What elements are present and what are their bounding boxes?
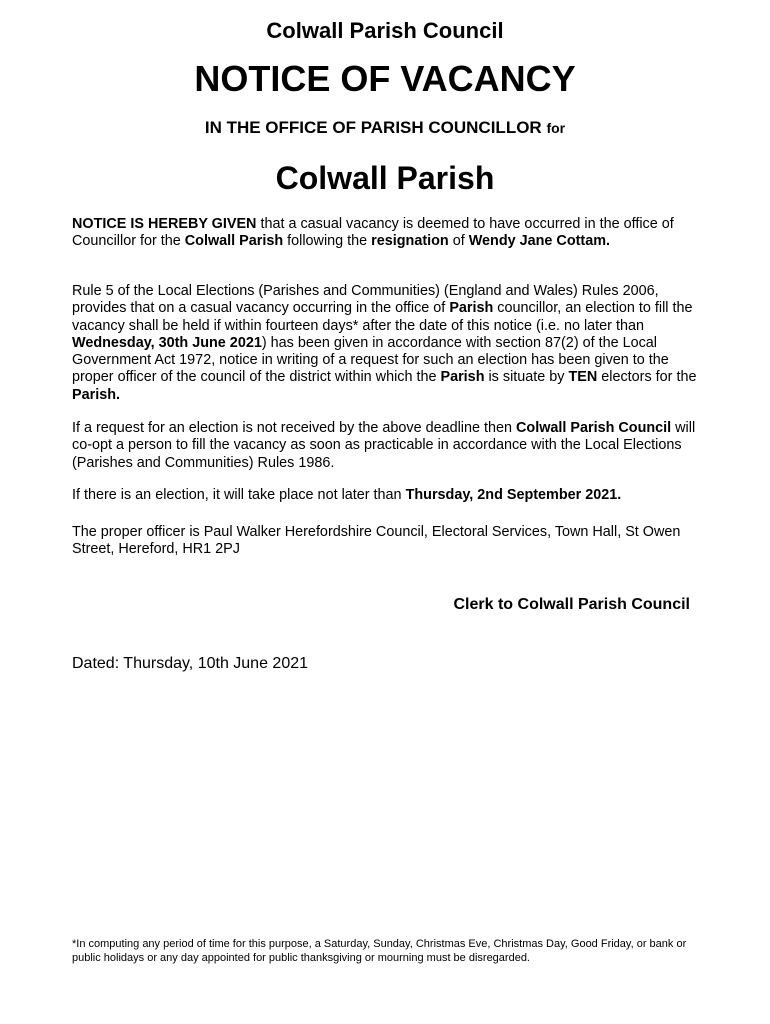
parish-title: Colwall Parish — [275, 160, 495, 196]
text-span: If a request for an election is not received by the above deadline then — [72, 420, 517, 436]
council-name: Colwall Parish Council — [266, 18, 504, 43]
text-span: will co-opt a person to fill the vacancy as soon as practicable in accordance with the Local Elections (Parishes and Communities) Rules 1986. — [72, 420, 696, 471]
text-span: that a casual vacancy is deemed to have occurred in the office of Councillor for the — [72, 216, 674, 250]
notice-paragraph — [72, 216, 697, 251]
vacancy-reason: resignation — [371, 233, 449, 250]
clerk-signature: Clerk to Colwall Parish Council — [453, 596, 690, 613]
dated-line: Dated: Thursday, 10th June 2021 — [72, 655, 309, 672]
footnote: *In computing any period of time for this purpose, a Saturday, Sunday, Christmas Eve, Christmas Day, Good Friday, or bank or public holidays or any day appointed for public thanksgiving or mourning must be disregarded. — [72, 938, 687, 964]
office-line-text: IN THE OFFICE OF PARISH COUNCILLOR — [204, 118, 542, 137]
proper-officer-paragraph: The proper officer is Paul Walker Herefordshire Council, Electoral Services, Town Hall, St Owen Street, Hereford, HR1 2PJ — [72, 524, 681, 558]
rule-paragraph — [72, 283, 697, 404]
text-span: ) has been given in accordance with section 87(2) of the Local Government Act 1972, notice in writing of a request for such an election has been given to the proper officer of the council of the district within which the — [72, 334, 669, 386]
co-option-paragraph — [72, 420, 697, 472]
text-span: Rule 5 of the Local Elections (Parishes and Communities) (England and Wales) Rules 2006, provides that on a casual vacancy occurring in the office of — [72, 283, 659, 317]
text-span: councillor, an election to fill the vacancy shall be held if within fourteen days* after the date of this notice (i.e. no later than — [72, 300, 693, 334]
notice-title: NOTICE OF VACANCY — [194, 58, 576, 99]
parish-name: Colwall Parish — [184, 233, 284, 250]
text-span: electors for the — [597, 369, 697, 386]
election-date-paragraph — [72, 487, 697, 504]
election-date: Thursday, 2nd September 2021. — [405, 487, 622, 503]
bold-span: Parish — [449, 300, 494, 317]
office-line-for: for — [546, 120, 566, 136]
former-councillor: Wendy Jane Cottam. — [468, 233, 610, 250]
bold-span: Parish — [440, 369, 485, 386]
notice-lead: NOTICE IS HEREBY GIVEN — [72, 216, 257, 232]
text-span: If there is an election, it will take place not later than — [72, 487, 406, 503]
deadline-date: Wednesday, 30th June 2021 — [72, 334, 262, 351]
text-span: of — [448, 233, 469, 250]
elector-count: TEN — [568, 369, 598, 386]
council-bold: Colwall Parish Council — [516, 420, 672, 436]
text-span: following the — [283, 233, 372, 250]
office-line — [0, 118, 770, 138]
bold-span: Parish. — [72, 386, 120, 403]
text-span: is situate by — [484, 369, 569, 386]
